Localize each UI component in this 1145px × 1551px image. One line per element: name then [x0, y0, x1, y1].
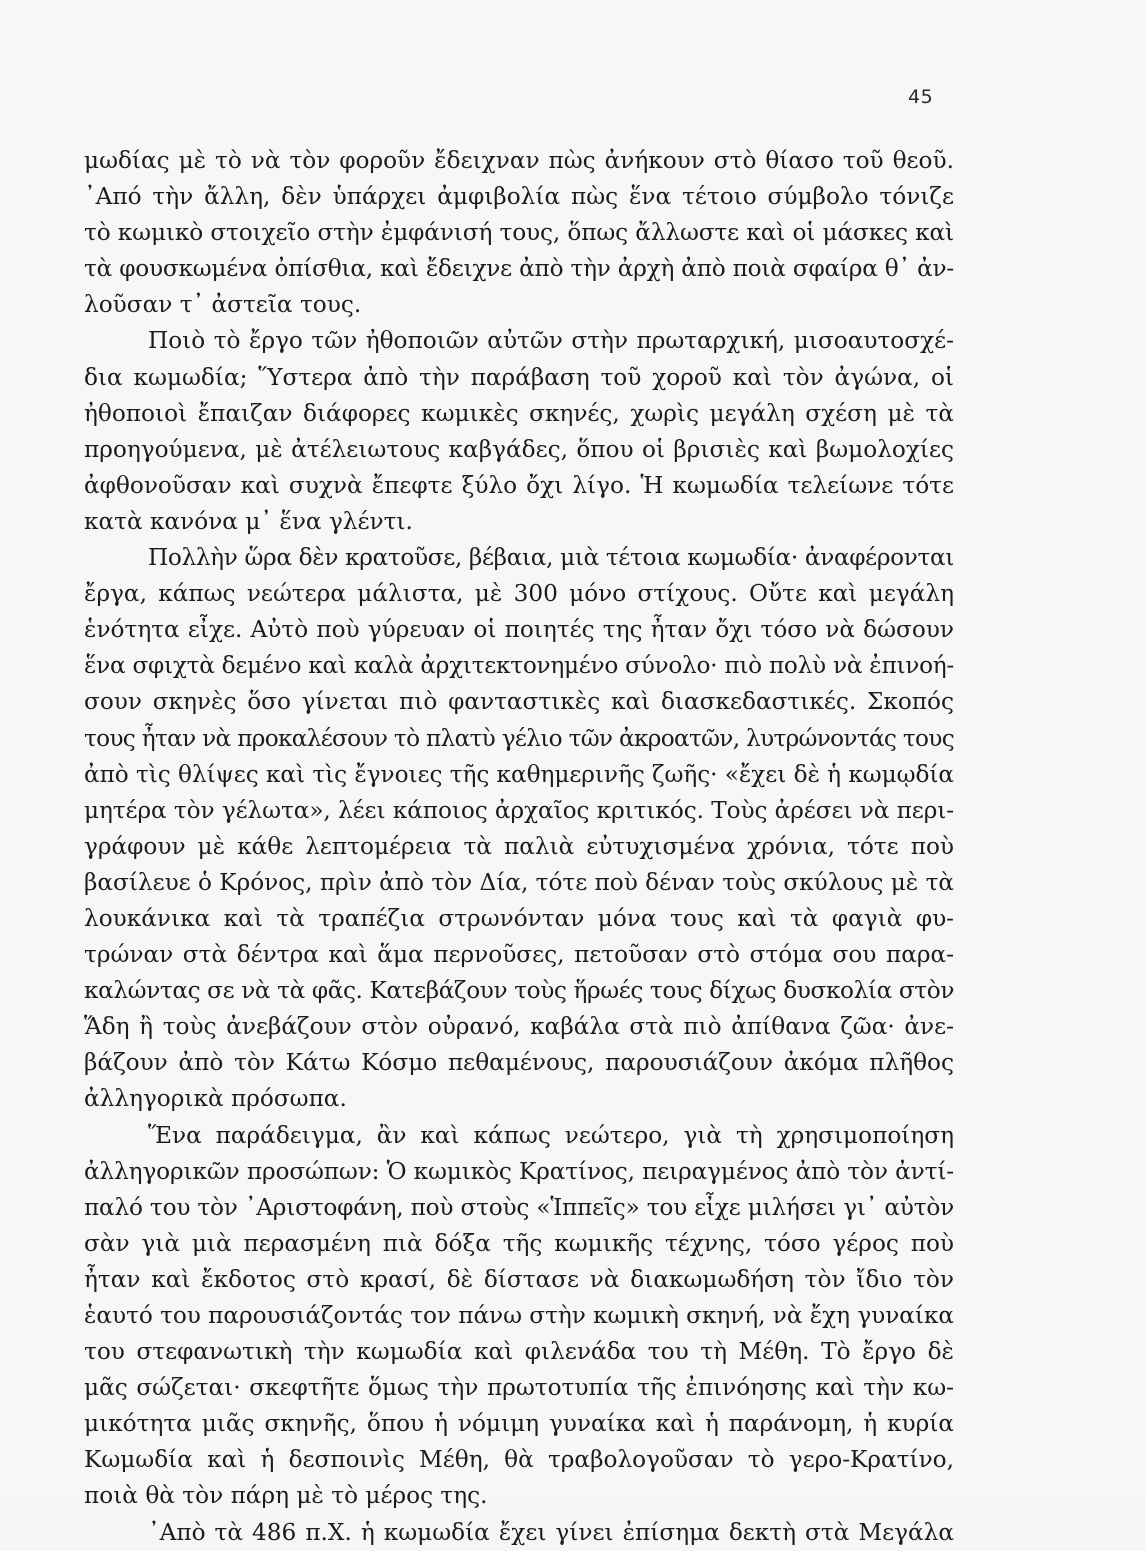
text-line: μᾶς σώζεται· σκεφτῆτε ὅμως τὴν πρωτοτυπία τῆς ἐπινόησης καὶ τὴν κω-: [84, 1374, 954, 1402]
paragraph-start-line: Ποιὸ τὸ ἔργο τῶν ἠθοποιῶν αὐτῶν στὴν πρωταρχική, μισοαυτοσχέ-: [148, 327, 954, 355]
text-line: ἑαυτό του παρουσιάζοντάς τον πάνω στὴν κωμικὴ σκηνή, νὰ ἔχη γυναίκα: [84, 1302, 954, 1329]
text-line: καλώντας σε νὰ τὰ φᾶς. Κατεβάζουν τοὺς ἥρωές τους δίχως δυσκολία στὸν: [84, 977, 955, 1005]
text-line: βασίλευε ὁ Κρόνος, πρὶν ἀπὸ τὸν Δία, τότε ποὺ δέναν τοὺς σκύλους μὲ τὰ: [84, 868, 955, 896]
text-line: μητέρα τὸν γέλωτα», λέει κάποιος ἀρχαῖος κριτικός. Τοὺς ἀρέσει νὰ περι-: [84, 796, 955, 824]
text-line: γράφουν μὲ κάθε λεπτομέρεια τὰ παλιὰ εὐτυχισμένα χρόνια, τότε ποὺ: [84, 832, 954, 860]
text-line: Κωμωδία καὶ ἡ δεσποινὶς Μέθη, θὰ τραβολογοῦσαν τὸ γερο-Κρατίνο,: [84, 1446, 954, 1474]
text-line: κατὰ κανόνα μ᾿ ἕνα γλέντι.: [84, 507, 413, 535]
text-line: σουν σκηνὲς ὅσο γίνεται πιὸ φανταστικὲς καὶ διασκεδαστικές. Σκοπός: [84, 688, 954, 716]
text-line: ἑνότητα εἶχε. Αὐτὸ ποὺ γύρευαν οἱ ποιητές της ἦταν ὄχι τόσο νὰ δώσουν: [84, 616, 954, 644]
text-line: ἀλληγορικὰ πρόσωπα.: [84, 1085, 347, 1113]
text-line: μικότητα μιᾶς σκηνῆς, ὅπου ἡ νόμιμη γυναίκα καὶ ἡ παράνομη, ἡ κυρία: [84, 1410, 954, 1438]
text-line: ἦταν καὶ ἔκδοτος στὸ κρασί, δὲ δίστασε νὰ διακωμωδήση τὸν ἴδιο τὸν: [84, 1265, 954, 1293]
paragraph-start-line: Πολλὴν ὥρα δὲν κρατοῦσε, βέβαια, μιὰ τέτοια κωμωδία· ἀναφέρονται: [148, 544, 955, 572]
text-line: ποιὰ θὰ τὸν πάρη μὲ τὸ μέρος της.: [84, 1482, 488, 1510]
text-line: Ἅδη ἢ τοὺς ἀνεβάζουν στὸν οὐρανό, καβάλα στὰ πιὸ ἀπίθανα ζῶα· ἀνε-: [84, 1013, 954, 1041]
text-line: βάζουν ἀπὸ τὸν Κάτω Κόσμο πεθαμένους, παρουσιάζουν ἀκόμα πλῆθος: [84, 1049, 954, 1077]
text-line: ἔργα, κάπως νεώτερα μάλιστα, μὲ 300 μόνο στίχους. Οὔτε καὶ μεγάλη: [84, 580, 954, 608]
body-text: [84, 143, 954, 1551]
text-line: σὰν γιὰ μιὰ περασμένη πιὰ δόξα τῆς κωμικῆς τέχνης, τόσο γέρος ποὺ: [84, 1229, 954, 1257]
text-line: παλό του τὸν ᾿Αριστοφάνη, ποὺ στοὺς «Ἱππεῖς» του εἶχε μιλήσει γι᾿ αὐτὸν: [84, 1193, 954, 1221]
paragraph-start-line: ᾿Απὸ τὰ 486 π.Χ. ἡ κωμωδία ἔχει γίνει ἐπίσημα δεκτὴ στὰ Μεγάλα: [148, 1518, 954, 1546]
text-line: λοῦσαν τ᾿ ἀστεῖα τους.: [84, 291, 362, 319]
text-line: ἠθοποιοὶ ἔπαιζαν διάφορες κωμικὲς σκηνές, χωρὶς μεγάλη σχέση μὲ τὰ: [84, 399, 954, 427]
text-line: προηγούμενα, μὲ ἀτέλειωτους καβγάδες, ὅπου οἱ βρισιὲς καὶ βωμολοχίες: [84, 435, 954, 463]
text-line: τὸ κωμικὸ στοιχεῖο στὴν ἐμφάνισή τους, ὅπως ἄλλωστε καὶ οἱ μάσκες καὶ: [84, 219, 954, 247]
text-line: τρώναν στὰ δέντρα καὶ ἅμα περνοῦσες, πετοῦσαν στὸ στόμα σου παρα-: [84, 941, 954, 969]
text-line: ἕνα σφιχτὰ δεμένο καὶ καλὰ ἀρχιτεκτονημένο σύνολο· πιὸ πολὺ νὰ ἐπινοή-: [84, 652, 954, 680]
text-line: μωδίας μὲ τὸ νὰ τὸν φοροῦν ἔδειχναν πὼς ἀνήκουν στὸ θίασο τοῦ θεοῦ.: [84, 147, 954, 174]
text-line: τὰ φουσκωμένα ὀπίσθια, καὶ ἔδειχνε ἀπὸ τὴν ἀρχὴ ἀπὸ ποιὰ σφαίρα θ᾿ ἀν-: [84, 255, 954, 283]
paragraph-start-line: Ἕνα παράδειγμα, ἂν καὶ κάπως νεώτερο, γιὰ τὴ χρησιμοποίηση: [148, 1121, 954, 1149]
text-line: ᾿Από τὴν ἄλλη, δὲν ὑπάρχει ἀμφιβολία πὼς ἕνα τέτοιο σύμβολο τόνιζε: [84, 183, 954, 211]
text-line: του στεφανωτικὴ τὴν κωμωδία καὶ φιλενάδα του τὴ Μέθη. Τὸ ἔργο δὲ: [84, 1338, 954, 1366]
text-line: λουκάνικα καὶ τὰ τραπέζια στρωνόνταν μόνα τους καὶ τὰ φαγιὰ φυ-: [84, 904, 954, 932]
text-line: ἀπὸ τὶς θλίψες καὶ τὶς ἔγνοιες τῆς καθημερινῆς ζωῆς· «ἔχει δὲ ἡ κωμῳδία: [84, 760, 954, 788]
page-number: 45: [908, 86, 934, 108]
text-line: τους ἦταν νὰ προκαλέσουν τὸ πλατὺ γέλιο τῶν ἀκροατῶν, λυτρώνοντάς τους: [84, 724, 954, 752]
text-line: ἀφθονοῦσαν καὶ συχνὰ ἔπεφτε ξύλο ὄχι λίγο. Ἡ κωμωδία τελείωνε τότε: [84, 471, 954, 499]
text-line: δια κωμωδία; Ὕστερα ἀπὸ τὴν παράβαση τοῦ χοροῦ καὶ τὸν ἀγώνα, οἱ: [84, 363, 954, 391]
text-line: ἀλληγορικῶν προσώπων: Ὁ κωμικὸς Κρατίνος, πειραγμένος ἀπὸ τὸν ἀντί-: [84, 1157, 954, 1185]
